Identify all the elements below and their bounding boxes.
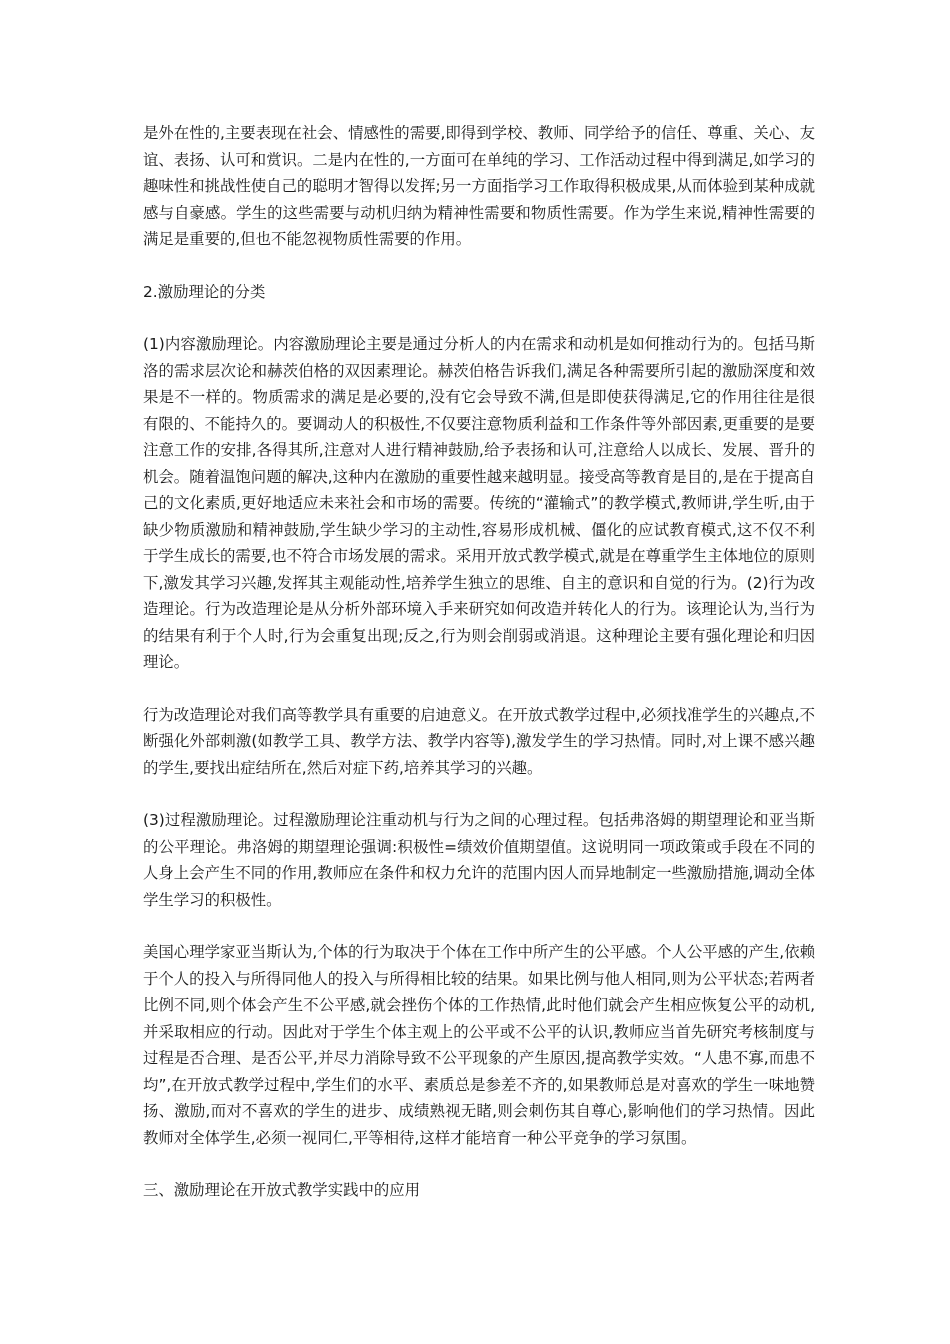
paragraph-process-theory: (3)过程激励理论。过程激励理论注重动机与行为之间的心理过程。包括弗洛姆的期望理论和亚当斯的公平理论。弗洛姆的期望理论强调:积极性=绩效价值期望值。这说明同一项政策或手段在不同的人身上会产生不同的作用,教师应在条件和权力允许的范围内因人而异地制定一些激励措施,调动全体学生学习的积极性。	[143, 811, 815, 909]
paragraph-equity-theory: 美国心理学家亚当斯认为,个体的行为取决于个体在工作中所产生的公平感。个人公平感的产生,依赖于个人的投入与所得同他人的投入与所得相比较的结果。如果比例与他人相同,则为公平状态;若两者比例不同,则个体会产生不公平感,就会挫伤个体的工作热情,此时他们就会产生相应恢复公平的动机,并采取相应的行动。因此对于学生个体主观上的公平或不公平的认识,教师应当首先研究考核制度与过程是否合理、是否公平,并尽力消除导致不公平现象的产生原因,提高教学实效。“人患不寡,而患不均”,在开放式教学过程中,学生们的水平、素质总是参差不齐的,如果教师总是对喜欢的学生一味地赞扬、激励,而对不喜欢的学生的进步、成绩熟视无睹,则会刺伤其自尊心,影响他们的学习热情。因此教师对全体学生,必须一视同仁,平等相待,这样才能培育一种公平竞争的学习氛围。	[143, 943, 815, 1147]
paragraph-content-theory: (1)内容激励理论。内容激励理论主要是通过分析人的内在需求和动机是如何推动行为的。包括马斯洛的需求层次论和赫茨伯格的双因素理论。赫茨伯格告诉我们,满足各种需要所引起的激励深度和效果是不一样的。物质需求的满足是必要的,没有它会导致不满,但是即使获得满足,它的作用往往是很有限的、不能持久的。要调动人的积极性,不仅要注意物质利益和工作条件等外部因素,更重要的是要注意工作的安排,各得其所,注意对人进行精神鼓励,给予表扬和认可,注意给人以成长、发展、晋升的机会。随着温饱问题的解决,这种内在激励的重要性越来越明显。接受高等教育是目的,是在于提高自己的文化素质,更好地适应未来社会和市场的需要。传统的“灌输式”的教学模式,教师讲,学生听,由于缺少物质激励和精神鼓励,学生缺少学习的主动性,容易形成机械、僵化的应试教育模式,这不仅不利于学生成长的需要,也不符合市场发展的需求。采用开放式教学模式,就是在尊重学生主体地位的原则下,激发其学习兴趣,发挥其主观能动性,培养学生独立的思维、自主的意识和自觉的行为。(2)行为改造理论。行为改造理论是从分析外部环境入手来研究如何改造并转化人的行为。该理论认为,当行为的结果有利于个人时,行为会重复出现;反之,行为则会削弱或消退。这种理论主要有强化理论和归因理论。	[143, 335, 815, 671]
section-heading-classification: 2.激励理论的分类	[143, 282, 266, 301]
paragraph-needs-types: 是外在性的,主要表现在社会、情感性的需要,即得到学校、教师、同学给予的信任、尊重、关心、友谊、表扬、认可和赏识。二是内在性的,一方面可在单纯的学习、工作活动过程中得到满足,如学习的趣味性和挑战性使自己的聪明才智得以发挥;另一方面指学习工作取得积极成果,从而体验到某种成就感与自豪感。学生的这些需要与动机归纳为精神性需要和物质性需要。作为学生来说,精神性需要的满足是重要的,但也不能忽视物质性需要的作用。	[143, 124, 815, 248]
document-page	[143, 120, 815, 1230]
paragraph-behavior-modification: 行为改造理论对我们高等教学具有重要的启迪意义。在开放式教学过程中,必须找准学生的兴趣点,不断强化外部刺激(如教学工具、教学方法、教学内容等),激发学生的学习热情。同时,对上课不感兴趣的学生,要找出症结所在,然后对症下药,培养其学习的兴趣。	[143, 705, 815, 777]
section-heading-application: 三、激励理论在开放式教学实践中的应用	[143, 1181, 421, 1199]
